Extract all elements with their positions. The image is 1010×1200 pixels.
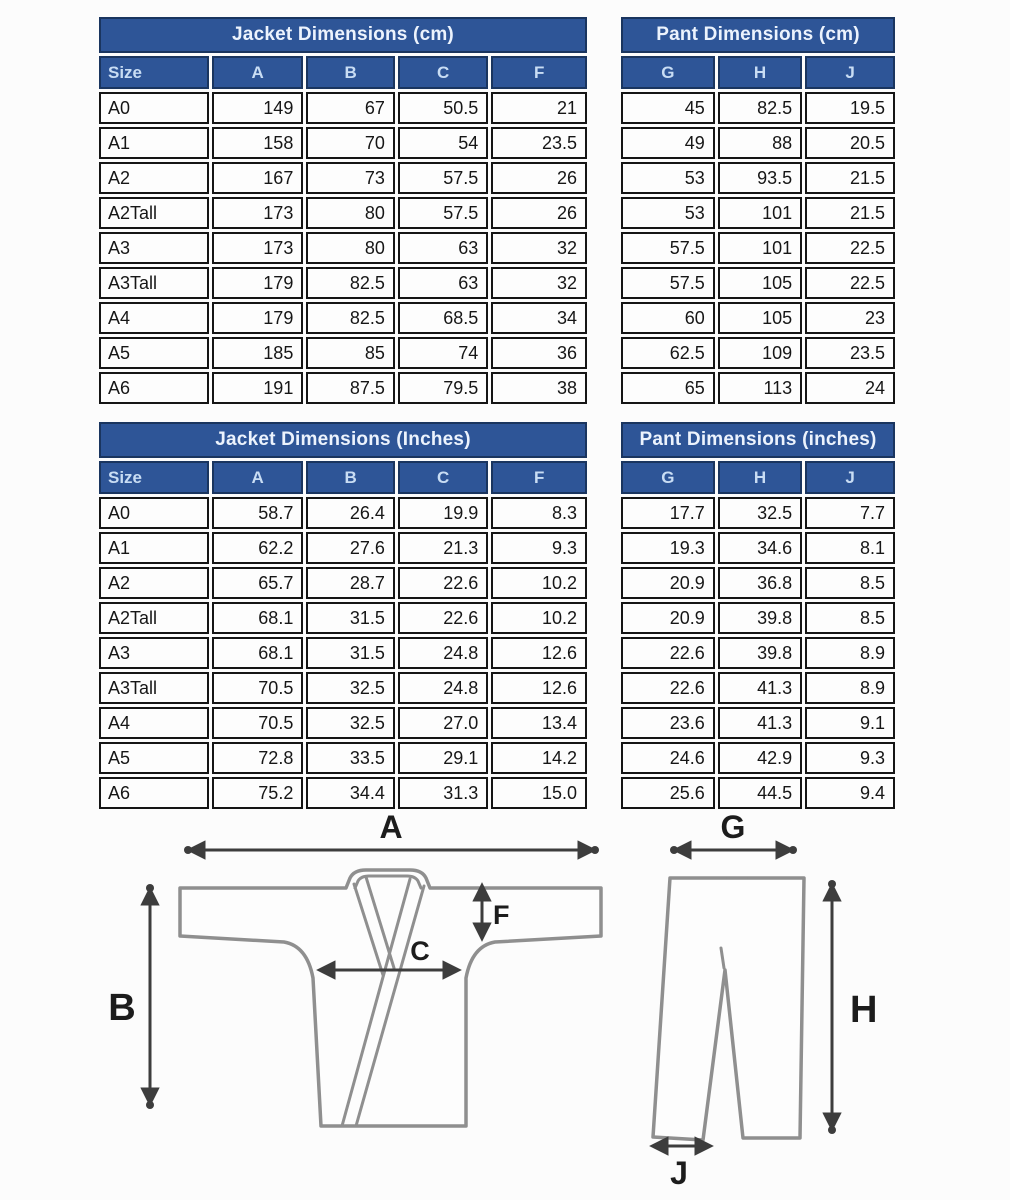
column-header-h: H — [718, 56, 802, 89]
size-cell: A3 — [99, 637, 209, 669]
value-cell: 34 — [491, 302, 587, 334]
table-row — [99, 742, 587, 774]
jacket-dimensions-cm-table — [96, 14, 590, 407]
size-cell: A2 — [99, 567, 209, 599]
value-cell: 105 — [718, 267, 802, 299]
table-row — [621, 372, 895, 404]
value-cell: 53 — [621, 197, 715, 229]
table-title: Jacket Dimensions (Inches) — [99, 422, 587, 458]
table-row — [621, 742, 895, 774]
value-cell: 158 — [212, 127, 303, 159]
value-cell: 72.8 — [212, 742, 303, 774]
pant-diagram — [653, 809, 877, 1191]
value-cell: 32 — [491, 267, 587, 299]
value-cell: 21.5 — [805, 162, 895, 194]
table-row — [621, 602, 895, 634]
value-cell: 82.5 — [306, 302, 395, 334]
value-cell: 23.5 — [491, 127, 587, 159]
value-cell: 54 — [398, 127, 488, 159]
value-cell: 22.6 — [621, 637, 715, 669]
value-cell: 82.5 — [718, 92, 802, 124]
dimension-dot — [146, 884, 154, 892]
value-cell: 149 — [212, 92, 303, 124]
value-cell: 79.5 — [398, 372, 488, 404]
jacket-wingspan-label: A — [379, 809, 403, 845]
table-row — [99, 267, 587, 299]
value-cell: 24.8 — [398, 637, 488, 669]
column-header-b: B — [306, 56, 395, 89]
table-row — [99, 497, 587, 529]
value-cell: 25.6 — [621, 777, 715, 809]
column-header-h: H — [718, 461, 802, 494]
value-cell: 8.9 — [805, 672, 895, 704]
value-cell: 24 — [805, 372, 895, 404]
value-cell: 44.5 — [718, 777, 802, 809]
value-cell: 19.5 — [805, 92, 895, 124]
table-row — [99, 372, 587, 404]
value-cell: 75.2 — [212, 777, 303, 809]
table-row — [621, 637, 895, 669]
value-cell: 33.5 — [306, 742, 395, 774]
table-row — [99, 92, 587, 124]
value-cell: 22.6 — [398, 567, 488, 599]
value-cell: 23.6 — [621, 707, 715, 739]
value-cell: 41.3 — [718, 707, 802, 739]
table-row — [621, 302, 895, 334]
table-row — [621, 672, 895, 704]
table-row — [99, 672, 587, 704]
value-cell: 27.6 — [306, 532, 395, 564]
table-row — [99, 567, 587, 599]
size-cell: A2Tall — [99, 197, 209, 229]
value-cell: 63 — [398, 232, 488, 264]
column-header-g: G — [621, 461, 715, 494]
column-header-f: F — [491, 461, 587, 494]
value-cell: 9.3 — [805, 742, 895, 774]
table-row — [99, 707, 587, 739]
column-header-f: F — [491, 56, 587, 89]
value-cell: 82.5 — [306, 267, 395, 299]
value-cell: 27.0 — [398, 707, 488, 739]
size-cell: A4 — [99, 707, 209, 739]
value-cell: 20.9 — [621, 567, 715, 599]
pant-leg-cuff-label: J — [670, 1155, 688, 1191]
table-row — [621, 707, 895, 739]
jacket-dimensions-inches-table — [96, 419, 590, 812]
value-cell: 9.4 — [805, 777, 895, 809]
size-cell: A1 — [99, 127, 209, 159]
value-cell: 65.7 — [212, 567, 303, 599]
value-cell: 14.2 — [491, 742, 587, 774]
value-cell: 57.5 — [621, 232, 715, 264]
size-cell: A0 — [99, 92, 209, 124]
table-row — [99, 602, 587, 634]
dimension-dot — [828, 1126, 836, 1134]
value-cell: 32.5 — [306, 707, 395, 739]
value-cell: 26 — [491, 162, 587, 194]
value-cell: 53 — [621, 162, 715, 194]
value-cell: 7.7 — [805, 497, 895, 529]
pant-dimensions-cm-table — [618, 14, 898, 407]
value-cell: 173 — [212, 232, 303, 264]
value-cell: 38 — [491, 372, 587, 404]
value-cell: 28.7 — [306, 567, 395, 599]
column-header-size: Size — [99, 461, 209, 494]
column-header-c: C — [398, 56, 488, 89]
table-row — [621, 127, 895, 159]
value-cell: 8.1 — [805, 532, 895, 564]
column-header-size: Size — [99, 56, 209, 89]
value-cell: 12.6 — [491, 672, 587, 704]
jacket-outline — [180, 870, 601, 1126]
size-cell: A3Tall — [99, 672, 209, 704]
dimension-dot — [146, 1101, 154, 1109]
value-cell: 41.3 — [718, 672, 802, 704]
value-cell: 105 — [718, 302, 802, 334]
dimension-dot — [670, 846, 678, 854]
table-row — [621, 267, 895, 299]
value-cell: 26 — [491, 197, 587, 229]
value-cell: 49 — [621, 127, 715, 159]
value-cell: 109 — [718, 337, 802, 369]
value-cell: 24.8 — [398, 672, 488, 704]
value-cell: 10.2 — [491, 567, 587, 599]
table-row — [621, 497, 895, 529]
value-cell: 31.5 — [306, 602, 395, 634]
value-cell: 21 — [491, 92, 587, 124]
size-cell: A6 — [99, 777, 209, 809]
value-cell: 13.4 — [491, 707, 587, 739]
size-cell: A3 — [99, 232, 209, 264]
table-row — [99, 197, 587, 229]
value-cell: 185 — [212, 337, 303, 369]
dimension-dot — [828, 880, 836, 888]
table-row — [621, 337, 895, 369]
measurement-diagram — [0, 800, 1010, 1200]
value-cell: 31.3 — [398, 777, 488, 809]
value-cell: 26.4 — [306, 497, 395, 529]
size-cell: A4 — [99, 302, 209, 334]
value-cell: 80 — [306, 232, 395, 264]
column-header-g: G — [621, 56, 715, 89]
value-cell: 74 — [398, 337, 488, 369]
value-cell: 34.6 — [718, 532, 802, 564]
value-cell: 36 — [491, 337, 587, 369]
value-cell: 10.2 — [491, 602, 587, 634]
value-cell: 70.5 — [212, 707, 303, 739]
value-cell: 32 — [491, 232, 587, 264]
value-cell: 21.3 — [398, 532, 488, 564]
table-row — [621, 92, 895, 124]
value-cell: 62.5 — [621, 337, 715, 369]
value-cell: 15.0 — [491, 777, 587, 809]
size-cell: A2 — [99, 162, 209, 194]
table-row — [99, 637, 587, 669]
value-cell: 68.1 — [212, 602, 303, 634]
table-row — [99, 127, 587, 159]
pant-length-label: H — [850, 989, 878, 1031]
value-cell: 70.5 — [212, 672, 303, 704]
value-cell: 23.5 — [805, 337, 895, 369]
value-cell: 24.6 — [621, 742, 715, 774]
value-cell: 22.6 — [621, 672, 715, 704]
size-cell: A3Tall — [99, 267, 209, 299]
value-cell: 67 — [306, 92, 395, 124]
table-row — [621, 532, 895, 564]
table-row — [621, 232, 895, 264]
value-cell: 58.7 — [212, 497, 303, 529]
value-cell: 21.5 — [805, 197, 895, 229]
value-cell: 19.3 — [621, 532, 715, 564]
column-header-b: B — [306, 461, 395, 494]
table-row — [99, 232, 587, 264]
value-cell: 85 — [306, 337, 395, 369]
column-header-a: A — [212, 56, 303, 89]
value-cell: 9.1 — [805, 707, 895, 739]
value-cell: 42.9 — [718, 742, 802, 774]
column-header-j: J — [805, 461, 895, 494]
value-cell: 179 — [212, 267, 303, 299]
value-cell: 32.5 — [306, 672, 395, 704]
value-cell: 22.5 — [805, 267, 895, 299]
table-row — [99, 302, 587, 334]
value-cell: 191 — [212, 372, 303, 404]
jacket-diagram — [108, 809, 601, 1126]
value-cell: 68.5 — [398, 302, 488, 334]
value-cell: 65 — [621, 372, 715, 404]
value-cell: 8.3 — [491, 497, 587, 529]
size-cell: A5 — [99, 742, 209, 774]
table-title: Pant Dimensions (cm) — [621, 17, 895, 53]
value-cell: 63 — [398, 267, 488, 299]
value-cell: 32.5 — [718, 497, 802, 529]
value-cell: 173 — [212, 197, 303, 229]
value-cell: 73 — [306, 162, 395, 194]
pant-outline — [653, 878, 804, 1140]
value-cell: 8.5 — [805, 567, 895, 599]
value-cell: 20.5 — [805, 127, 895, 159]
value-cell: 62.2 — [212, 532, 303, 564]
column-header-c: C — [398, 461, 488, 494]
table-title: Pant Dimensions (inches) — [621, 422, 895, 458]
value-cell: 31.5 — [306, 637, 395, 669]
value-cell: 12.6 — [491, 637, 587, 669]
dimension-dot — [184, 846, 192, 854]
size-cell: A6 — [99, 372, 209, 404]
value-cell: 113 — [718, 372, 802, 404]
table-title: Jacket Dimensions (cm) — [99, 17, 587, 53]
table-row — [99, 162, 587, 194]
value-cell: 45 — [621, 92, 715, 124]
value-cell: 29.1 — [398, 742, 488, 774]
value-cell: 57.5 — [398, 162, 488, 194]
value-cell: 68.1 — [212, 637, 303, 669]
value-cell: 20.9 — [621, 602, 715, 634]
table-row — [621, 567, 895, 599]
value-cell: 36.8 — [718, 567, 802, 599]
pant-waist-label: G — [720, 809, 746, 845]
value-cell: 22.5 — [805, 232, 895, 264]
value-cell: 88 — [718, 127, 802, 159]
size-cell: A5 — [99, 337, 209, 369]
value-cell: 179 — [212, 302, 303, 334]
value-cell: 57.5 — [398, 197, 488, 229]
value-cell: 39.8 — [718, 637, 802, 669]
value-cell: 8.9 — [805, 637, 895, 669]
table-row — [99, 337, 587, 369]
size-cell: A1 — [99, 532, 209, 564]
pant-dimensions-inches-table — [618, 419, 898, 812]
size-cell: A0 — [99, 497, 209, 529]
table-row — [99, 532, 587, 564]
value-cell: 17.7 — [621, 497, 715, 529]
size-cell: A2Tall — [99, 602, 209, 634]
value-cell: 22.6 — [398, 602, 488, 634]
jacket-chest-label: C — [410, 936, 430, 966]
value-cell: 39.8 — [718, 602, 802, 634]
value-cell: 70 — [306, 127, 395, 159]
table-row — [621, 197, 895, 229]
value-cell: 80 — [306, 197, 395, 229]
value-cell: 23 — [805, 302, 895, 334]
dimension-dot — [789, 846, 797, 854]
jacket-sleeve-cuff-label: F — [493, 900, 510, 930]
dimension-dot — [591, 846, 599, 854]
value-cell: 60 — [621, 302, 715, 334]
value-cell: 34.4 — [306, 777, 395, 809]
value-cell: 167 — [212, 162, 303, 194]
value-cell: 50.5 — [398, 92, 488, 124]
value-cell: 93.5 — [718, 162, 802, 194]
value-cell: 101 — [718, 232, 802, 264]
table-row — [621, 162, 895, 194]
value-cell: 9.3 — [491, 532, 587, 564]
column-header-j: J — [805, 56, 895, 89]
value-cell: 8.5 — [805, 602, 895, 634]
value-cell: 19.9 — [398, 497, 488, 529]
value-cell: 87.5 — [306, 372, 395, 404]
column-header-a: A — [212, 461, 303, 494]
value-cell: 57.5 — [621, 267, 715, 299]
value-cell: 101 — [718, 197, 802, 229]
jacket-length-label: B — [108, 987, 136, 1029]
